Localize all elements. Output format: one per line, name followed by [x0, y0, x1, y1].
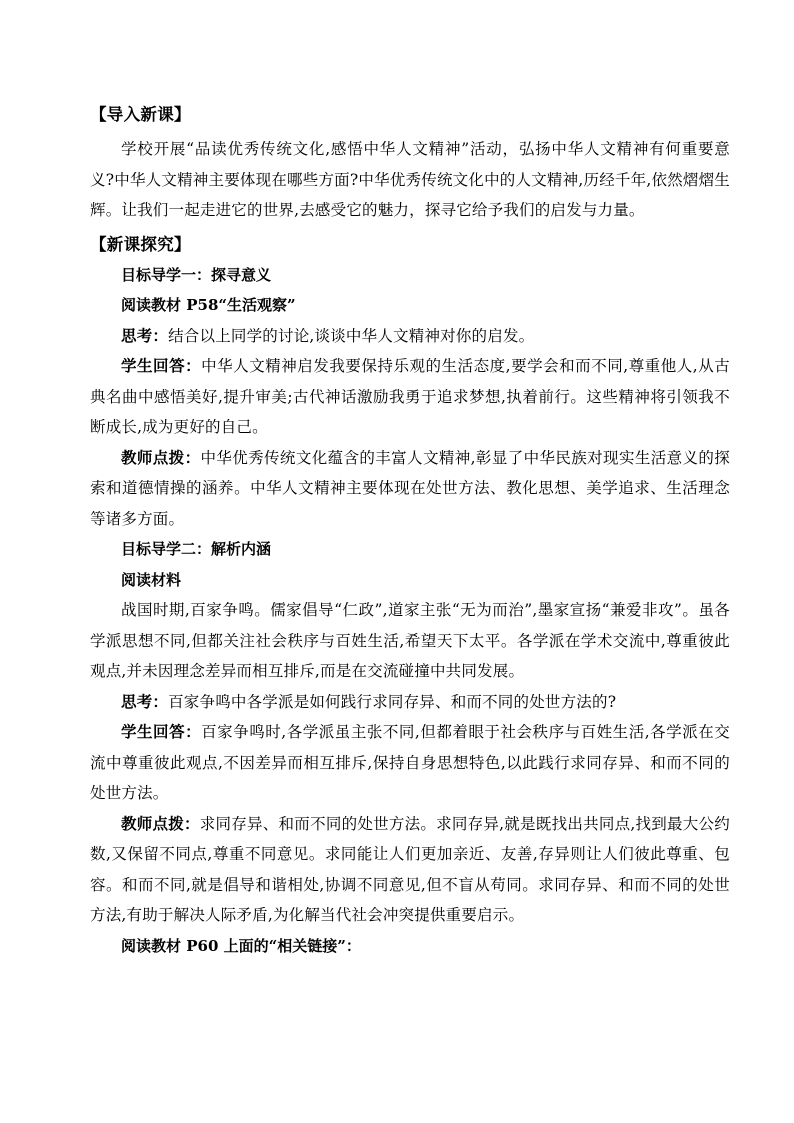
answer-two-paragraph	[90, 717, 730, 809]
think-one-label: 思考：	[121, 325, 169, 345]
think-two-label: 思考：	[121, 691, 169, 711]
material-paragraph: 战国时期,百家争鸣。儒家倡导“仁政”,道家主张“无为而治”,墨家宣扬“兼爱非攻”。虽各学派思想不同,但都关注社会秩序与百姓生活,希望天下太平。各学派在学术交流中,尊重彼此观点,并未因理念差异而相互排斥,而是在交流碰撞中共同发展。	[90, 601, 730, 680]
teacher-one-text: 中华优秀传统文化蕴含的丰富人文精神,彰显了中华民族对现实生活意义的探索和道德情操的涵养。中华人文精神主要体现在处世方法、教化思想、美学追求、生活理念等诸多方面。	[90, 448, 730, 528]
teacher-two-label: 教师点拨：	[121, 813, 200, 833]
answer-one-label: 学生回答：	[121, 356, 202, 375]
teacher-two-text: 求同存异、和而不同的处世方法。求同存异,就是既找出共同点,找到最大公约数,又保留不同点,尊重不同意见。求同能让人们更加亲近、友善,存异则让人们彼此尊重、包容。和而不同,就是倡导和谐相处,协调不同意见,但不盲从苟同。求同存异、和而不同的处世方法,有助于解决人际矛盾,为化解当代社会冲突提供重要启示。	[90, 814, 730, 924]
answer-one-text: 中华人文精神启发我要保持乐观的生活态度,要学会和而不同,尊重他人,从古典名曲中感悟美好,提升审美;古代神话激励我勇于追求梦想,执着前行。这些精神将引领我不断成长,成为更好的自己。	[90, 357, 730, 436]
answer-two-label: 学生回答：	[121, 722, 202, 741]
read-textbook-p60: 阅读教材 P60 上面的“相关链接”：	[121, 936, 361, 955]
read-material-title: 阅读材料	[121, 570, 182, 589]
think-two-text: 百家争鸣中各学派是如何践行求同存异、和而不同的处世方法的?	[168, 692, 617, 711]
goal-one-title: 目标导学一：探寻意义	[121, 265, 272, 284]
teacher-one-paragraph	[90, 443, 730, 535]
answer-one-paragraph	[90, 351, 730, 443]
goal-two-title: 目标导学二：解析内涵	[121, 540, 272, 558]
think-one-paragraph	[90, 321, 730, 352]
teacher-one-label: 教师点拨：	[121, 447, 201, 467]
intro-paragraph: 学校开展“品读优秀传统文化,感悟中华人文精神”活动，弘扬中华人文精神有何重要意义?中华人文精神主要体现在哪些方面?中华优秀传统文化中的人文精神,历经千年,依然熠熠生辉。让我们一起走进它的世界,去感受它的魅力，探寻它给予我们的启发与力量。	[90, 140, 730, 219]
answer-two-text: 百家争鸣时,各学派虽主张不同,但都着眼于社会秩序与百姓生活,各学派在交流中尊重彼此观点,不因差异而相互排斥,保持自身思想特色,以此践行求同存异、和而不同的处世方法。	[90, 723, 730, 802]
read-textbook-p58: 阅读教材 P58“生活观察”	[121, 296, 296, 314]
explore-heading: 【新课探究】	[90, 234, 191, 254]
think-two-paragraph	[90, 687, 730, 718]
document-body	[90, 100, 730, 961]
think-one-text: 结合以上同学的讨论,谈谈中华人文精神对你的启发。	[168, 326, 535, 345]
intro-heading: 【导入新课】	[90, 105, 191, 124]
teacher-two-paragraph	[90, 809, 730, 931]
